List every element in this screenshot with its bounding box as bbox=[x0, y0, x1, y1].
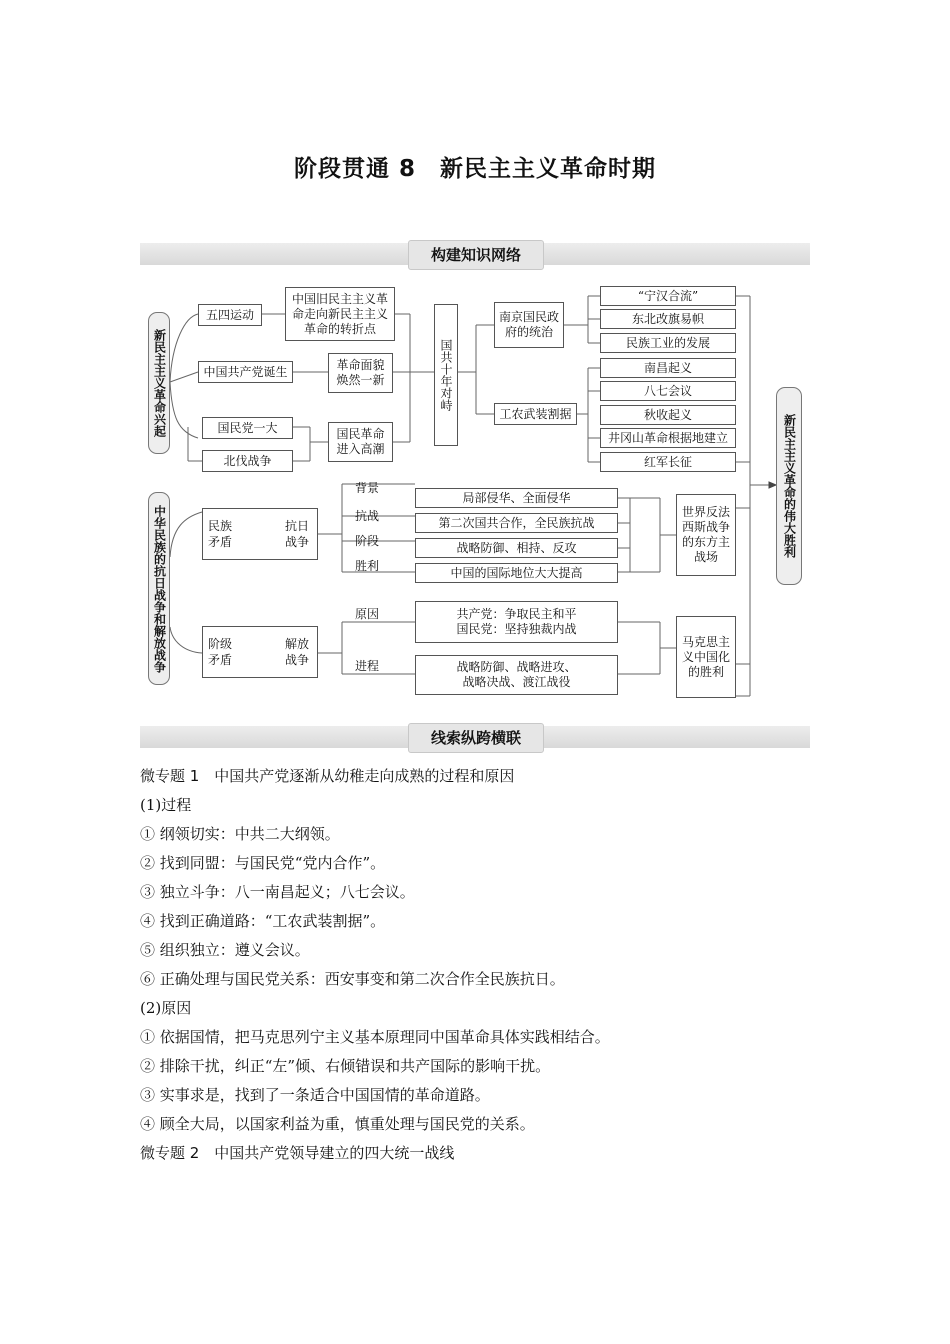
turning-point-box: 中国旧民主主义革命走向新民主主义革命的转折点 bbox=[285, 287, 395, 341]
worker-item: 红军长征 bbox=[600, 452, 736, 472]
list-item: ③ 独立斗争：八一南昌起义；八七会议。 bbox=[140, 883, 415, 901]
list-item: ⑤ 组织独立：遵义会议。 bbox=[140, 941, 310, 959]
subheading: (1)过程 bbox=[140, 796, 192, 814]
anti-row-label: 抗战 bbox=[354, 509, 379, 523]
anti-japanese-war-label: 抗日战争 bbox=[284, 519, 309, 549]
list-item: ④ 顾全大局，以国家利益为重，慎重处理与国民党的关系。 bbox=[140, 1115, 535, 1133]
new-democratic-revolution-rise-label: 新民主主义革命兴起 bbox=[148, 312, 170, 454]
anti-item: 局部侵华、全面侵华 bbox=[415, 488, 618, 508]
revolution-peak-box: 国民革命进入高潮 bbox=[328, 422, 393, 462]
nanjing-government-box: 南京国民政府的统治 bbox=[494, 302, 564, 348]
ten-year-confrontation-box: 国共十年对峙 bbox=[434, 304, 458, 446]
page-title: 阶段贯通 8 新民主主义革命时期 bbox=[293, 156, 656, 182]
list-item: ① 依据国情，把马克思列宁主义基本原理同中国革命具体实践相结合。 bbox=[140, 1028, 610, 1046]
liberation-war-label: 解放战争 bbox=[284, 637, 309, 667]
section-title-knowledge-network: 构建知识网络 bbox=[408, 240, 544, 270]
great-victory-label: 新民主主义革命的伟大胜利 bbox=[776, 387, 802, 585]
list-item: ⑥ 正确处理与国民党关系：西安事变和第二次合作全民族抗日。 bbox=[140, 970, 565, 988]
marxism-sinicization-box: 马克思主义中国化的胜利 bbox=[676, 616, 736, 698]
topic-heading: 微专题 2 中国共产党领导建立的四大统一战线 bbox=[140, 1144, 455, 1162]
worker-item: 八七会议 bbox=[600, 381, 736, 401]
anti-item: 第二次国共合作，全民族抗战 bbox=[415, 513, 618, 533]
nanjing-item: 民族工业的发展 bbox=[600, 333, 736, 353]
list-item: ④ 找到正确道路：“工农武装割据”。 bbox=[140, 912, 386, 930]
section-title-threads: 线索纵跨横联 bbox=[408, 723, 544, 753]
liberation-process-line: 战略决战、渡江战役 bbox=[462, 675, 571, 689]
liberation-cause-line: 国民党：坚持独裁内战 bbox=[456, 622, 577, 636]
section-band-knowledge bbox=[140, 243, 810, 265]
new-look-box: 革命面貌焕然一新 bbox=[328, 353, 393, 393]
may-fourth-movement-box: 五四运动 bbox=[198, 304, 262, 326]
list-item: ② 找到同盟：与国民党“党内合作”。 bbox=[140, 854, 386, 872]
worker-peasant-armed-box: 工农武装割据 bbox=[494, 403, 577, 425]
list-item: ① 纲领切实：中共二大纲领。 bbox=[140, 825, 340, 843]
world-anti-fascist-box: 世界反法西斯战争的东方主战场 bbox=[676, 494, 736, 576]
lib-row-label: 进程 bbox=[354, 659, 379, 673]
worker-item: 井冈山革命根据地建立 bbox=[600, 428, 736, 448]
anti-item: 中国的国际地位大大提高 bbox=[415, 563, 618, 583]
cpc-founded-box: 中国共产党诞生 bbox=[198, 361, 293, 383]
lib-row-label: 原因 bbox=[354, 607, 379, 621]
knowledge-network-diagram bbox=[140, 272, 810, 704]
body-text bbox=[140, 762, 810, 1168]
anti-row-label: 背景 bbox=[354, 481, 379, 495]
anti-item: 战略防御、相持、反攻 bbox=[415, 538, 618, 558]
list-item: ③ 实事求是，找到了一条适合中国国情的革命道路。 bbox=[140, 1086, 490, 1104]
liberation-cause-line: 共产党：争取民主和平 bbox=[456, 607, 577, 621]
subheading: (2)原因 bbox=[140, 999, 192, 1017]
liberation-process-box bbox=[415, 655, 618, 695]
list-item: ② 排除干扰，纠正“左”倾、右倾错误和共产国际的影响干扰。 bbox=[140, 1057, 551, 1075]
anti-row-label: 胜利 bbox=[354, 559, 379, 573]
worker-item: 南昌起义 bbox=[600, 358, 736, 378]
kmt-first-congress-box: 国民党一大 bbox=[202, 417, 293, 439]
class-conflict-label: 阶级矛盾 bbox=[208, 637, 233, 667]
liberation-process-line: 战略防御、战略进攻、 bbox=[456, 660, 577, 674]
nanjing-item: “宁汉合流” bbox=[600, 286, 736, 306]
anti-japanese-and-liberation-war-label: 中华民族的抗日战争和解放战争 bbox=[148, 492, 170, 685]
national-conflict-label: 民族矛盾 bbox=[208, 519, 233, 549]
section-band-threads bbox=[140, 726, 810, 748]
worker-item: 秋收起义 bbox=[600, 405, 736, 425]
nanjing-item: 东北改旗易帜 bbox=[600, 309, 736, 329]
liberation-cause-box bbox=[415, 601, 618, 643]
anti-row-label: 阶段 bbox=[354, 534, 379, 548]
northern-expedition-box: 北伐战争 bbox=[202, 450, 293, 472]
topic-heading: 微专题 1 中国共产党逐渐从幼稚走向成熟的过程和原因 bbox=[140, 767, 515, 785]
